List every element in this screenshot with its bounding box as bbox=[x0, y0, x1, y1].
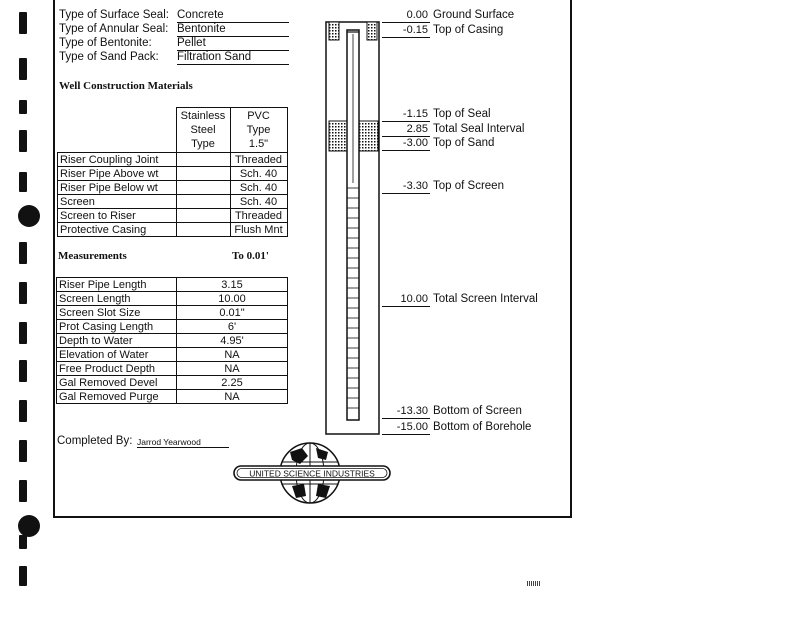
table-row: Gal Removed Devel 2.25 bbox=[57, 376, 288, 390]
pvc-header: PVC Type 1.5" bbox=[230, 108, 287, 153]
binder-hole bbox=[19, 360, 27, 382]
table-row: Riser Pipe Above wt Sch. 40 bbox=[58, 167, 288, 181]
depth-label: Top of Casing bbox=[433, 24, 504, 36]
measurements-table bbox=[56, 277, 288, 404]
completed-by-name: Jarrod Yearwood bbox=[137, 437, 229, 448]
depth-value: -15.00 bbox=[396, 421, 428, 433]
binder-hole bbox=[19, 400, 27, 422]
binder-ring bbox=[18, 205, 40, 227]
table-row: Screen Length 10.00 bbox=[57, 292, 288, 306]
depth-value: -1.15 bbox=[402, 108, 428, 120]
depth-label: Bottom of Borehole bbox=[433, 421, 532, 433]
depth-label: Total Seal Interval bbox=[433, 123, 525, 135]
table-row: Screen to Riser Threaded bbox=[58, 209, 288, 223]
binder-hole bbox=[19, 130, 27, 152]
depth-label: Top of Screen bbox=[433, 180, 504, 192]
measurements-title: Measurements bbox=[58, 250, 127, 262]
completed-by-label: Completed By: bbox=[57, 435, 133, 447]
materials-table bbox=[57, 107, 288, 237]
binder-hole bbox=[19, 242, 27, 264]
table-row: Depth to Water 4.95' bbox=[57, 334, 288, 348]
binder-ring bbox=[18, 515, 40, 537]
measurements-precision: To 0.01' bbox=[232, 250, 269, 262]
company-logo bbox=[232, 440, 394, 506]
depth-value: -13.30 bbox=[396, 405, 428, 417]
depth-label: Total Screen Interval bbox=[433, 293, 538, 305]
binder-hole bbox=[19, 322, 27, 344]
binder-hole bbox=[19, 12, 27, 34]
depth-label: Top of Seal bbox=[433, 108, 491, 120]
logo-text: UNITED SCIENCE INDUSTRIES bbox=[249, 468, 375, 479]
depth-value: 2.85 bbox=[406, 123, 428, 135]
well-diagram bbox=[320, 18, 390, 438]
stainless-header: Stainless Steel Type bbox=[176, 108, 230, 153]
table-row: Free Product Depth NA bbox=[57, 362, 288, 376]
table-row: Riser Pipe Length 3.15 bbox=[57, 278, 288, 292]
annular-seal-value: Bentonite bbox=[177, 23, 289, 37]
table-row: Protective Casing Flush Mnt bbox=[58, 223, 288, 237]
table-row: Riser Pipe Below wt Sch. 40 bbox=[58, 181, 288, 195]
table-row: Gal Removed Purge NA bbox=[57, 390, 288, 404]
table-row: Elevation of Water NA bbox=[57, 348, 288, 362]
table-row: Screen Sch. 40 bbox=[58, 195, 288, 209]
bentonite-label: Type of Bentonite: bbox=[59, 37, 152, 49]
depth-value: -3.00 bbox=[402, 137, 428, 149]
sand-pack-value: Filtration Sand bbox=[177, 51, 289, 65]
depth-label: Top of Sand bbox=[433, 137, 495, 149]
depth-value: -0.15 bbox=[402, 24, 428, 36]
surface-seal-value: Concrete bbox=[177, 9, 289, 23]
binder-hole bbox=[19, 480, 27, 502]
table-row: Riser Coupling Joint Threaded bbox=[58, 153, 288, 167]
depth-value: 10.00 bbox=[400, 293, 428, 305]
binder-hole bbox=[19, 566, 27, 586]
depth-value: -3.30 bbox=[402, 180, 428, 192]
binder-hole bbox=[19, 282, 27, 304]
scan-artifact bbox=[527, 581, 540, 586]
binder-hole bbox=[19, 100, 27, 114]
binder-hole bbox=[19, 172, 27, 192]
annular-seal-label: Type of Annular Seal: bbox=[59, 23, 169, 35]
binder-hole bbox=[19, 535, 27, 549]
binder-hole bbox=[19, 440, 27, 462]
depth-value: 0.00 bbox=[406, 9, 428, 21]
depth-label: Ground Surface bbox=[433, 9, 515, 21]
materials-title: Well Construction Materials bbox=[59, 80, 193, 92]
surface-seal-label: Type of Surface Seal: bbox=[59, 9, 169, 21]
binder-hole bbox=[19, 58, 27, 80]
sand-pack-label: Type of Sand Pack: bbox=[59, 51, 159, 63]
bentonite-value: Pellet bbox=[177, 37, 289, 51]
table-row: Prot Casing Length 6' bbox=[57, 320, 288, 334]
depth-label: Bottom of Screen bbox=[433, 405, 522, 417]
table-row: Screen Slot Size 0.01" bbox=[57, 306, 288, 320]
